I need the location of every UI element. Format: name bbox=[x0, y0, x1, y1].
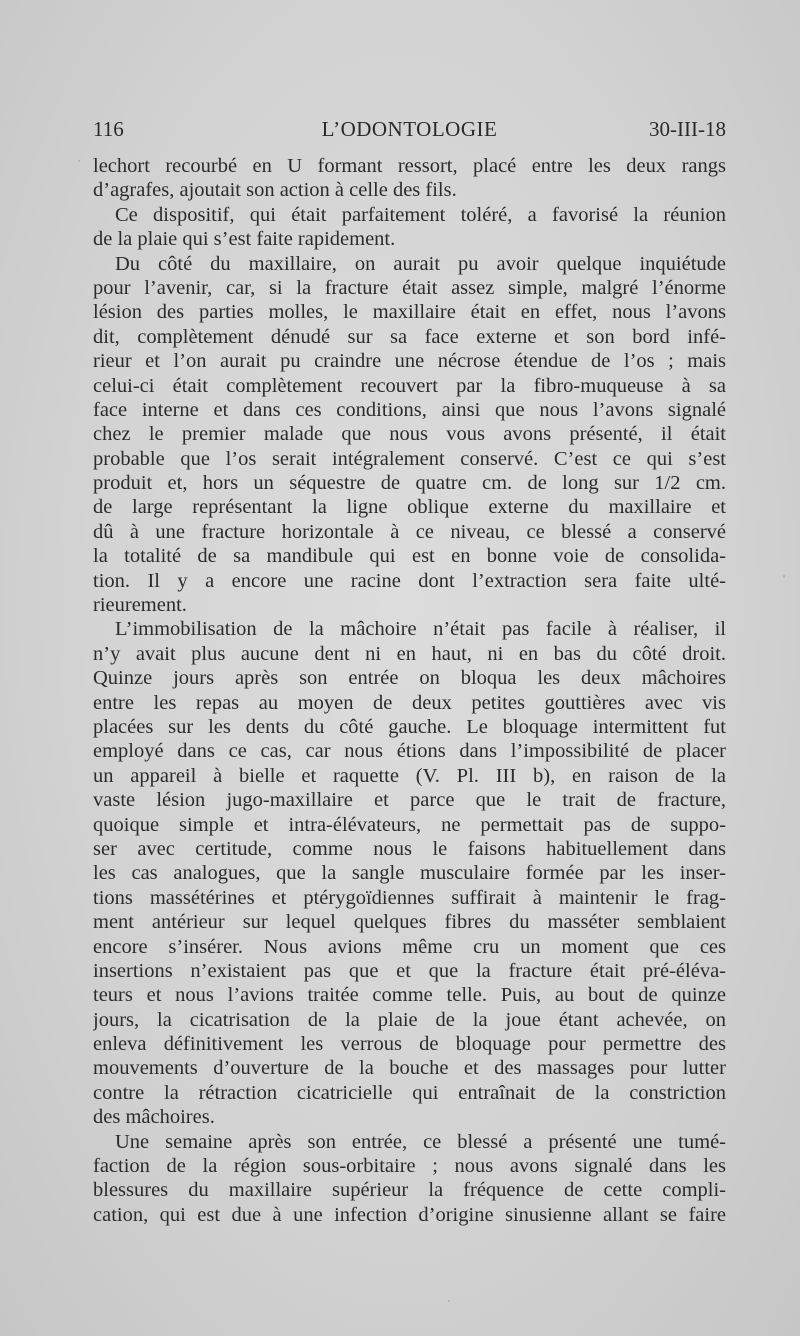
text-line: ser avec certitude, comme nous le faisons habituellement dans bbox=[93, 837, 726, 860]
journal-title: L’ODONTOLOGIE bbox=[321, 117, 498, 141]
text-line: faction de la région sous-orbitaire ; nous avons signalé dans les bbox=[93, 1155, 726, 1178]
text-line: n’y avait plus aucune dent ni en haut, ni en bas du côté droit. bbox=[93, 642, 726, 665]
text-line: contre la rétraction cicatricielle qui entraînait de la constriction bbox=[93, 1081, 726, 1104]
text-line: mouvements d’ouverture de la bouche et des massages pour lutter bbox=[93, 1057, 726, 1080]
text-line: face interne et dans ces conditions, ainsi que nous l’avons signalé bbox=[93, 398, 726, 421]
text-line: encore s’insérer. Nous avions même cru un moment que ces bbox=[93, 935, 726, 958]
paper-speck bbox=[783, 575, 785, 578]
text-line: un appareil à bielle et raquette (V. Pl. III b), en raison de la bbox=[93, 764, 726, 787]
text-line: rieur et l’on aurait pu craindre une nécrose étendue de l’os ; mais bbox=[93, 350, 726, 373]
page-number: 116 bbox=[93, 117, 124, 141]
text-line: enleva définitivement les verrous de bloquage pour permettre des bbox=[93, 1033, 726, 1056]
text-line: cation, qui est due à une infection d’origine sinusienne allant se faire bbox=[93, 1203, 726, 1226]
text-line: teurs et nous l’avions traitée comme telle. Puis, au bout de quinze bbox=[93, 984, 726, 1007]
text-line: dit, complètement dénudé sur sa face externe et son bord infé- bbox=[93, 325, 726, 348]
body-text bbox=[93, 154, 726, 1227]
text-line: chez le premier malade que nous vous avons présenté, il était bbox=[93, 423, 726, 446]
text-line: de la plaie qui s’est faite rapidement. bbox=[93, 228, 396, 251]
text-line: d’agrafes, ajoutait son action à celle des fils. bbox=[93, 179, 457, 202]
text-line: L’immobilisation de la mâchoire n’était pas facile à réaliser, il bbox=[115, 618, 726, 641]
text-line: les cas analogues, que la sangle musculaire formée par les inser- bbox=[93, 862, 726, 885]
text-line: Ce dispositif, qui était parfaitement toléré, a favorisé la réunion bbox=[115, 203, 726, 226]
text-line: ment antérieur sur lequel quelques fibres du masséter semblaient bbox=[93, 911, 726, 934]
text-line: lésion des parties molles, le maxillaire était en effet, nous l’avons bbox=[93, 301, 726, 324]
text-line: quoique simple et intra-élévateurs, ne permettait pas de suppo- bbox=[93, 813, 726, 836]
text-line: Une semaine après son entrée, ce blessé a présenté une tumé- bbox=[115, 1130, 726, 1153]
text-line: de large représentant la ligne oblique externe du maxillaire et bbox=[93, 496, 726, 519]
text-line: lechort recourbé en U formant ressort, placé entre les deux rangs bbox=[93, 155, 726, 177]
running-header bbox=[93, 117, 726, 145]
text-line: celui-ci était complètement recouvert par la fibro-muqueuse à sa bbox=[93, 374, 726, 397]
text-line: entre les repas au moyen de deux petites gouttières avec vis bbox=[93, 691, 726, 714]
text-line: dû à une fracture horizontale à ce niveau, ce blessé a conservé bbox=[93, 520, 726, 543]
text-line: placées sur les dents du côté gauche. Le bloquage intermittent fut bbox=[93, 715, 726, 738]
text-line: rieurement. bbox=[93, 594, 187, 617]
paper-speck bbox=[448, 1300, 450, 1302]
text-line: produit et, hors un séquestre de quatre cm. de long sur 1/2 cm. bbox=[93, 472, 726, 495]
text-line: jours, la cicatrisation de la plaie de la joue étant achevée, on bbox=[93, 1008, 726, 1031]
text-line: employé dans ce cas, car nous étions dans l’impossibilité de placer bbox=[93, 740, 726, 763]
text-line: blessures du maxillaire supérieur la fréquence de cette compli- bbox=[93, 1179, 726, 1202]
paper-speck bbox=[78, 160, 80, 162]
text-line: tion. Il y a encore une racine dont l’extraction sera faite ulté- bbox=[93, 569, 726, 592]
text-line: la totalité de sa mandibule qui est en bonne voie de consolida- bbox=[93, 545, 726, 568]
text-line: vaste lésion jugo-maxillaire et parce que le trait de fracture, bbox=[93, 789, 726, 812]
issue-date: 30-III-18 bbox=[649, 117, 726, 141]
text-line: Quinze jours après son entrée on bloqua les deux mâchoires bbox=[93, 667, 726, 690]
text-line: Du côté du maxillaire, on aurait pu avoir quelque inquiétude bbox=[115, 252, 726, 275]
text-line: tions massétérines et ptérygoïdiennes suffirait à maintenir le frag- bbox=[93, 886, 726, 909]
text-line: insertions n’existaient pas que et que la fracture était pré-éléva- bbox=[93, 959, 726, 982]
text-line: probable que l’os serait intégralement conservé. C’est ce qui s’est bbox=[93, 447, 726, 470]
text-line: pour l’avenir, car, si la fracture était assez simple, malgré l’énorme bbox=[93, 276, 726, 299]
text-line: des mâchoires. bbox=[93, 1106, 215, 1129]
